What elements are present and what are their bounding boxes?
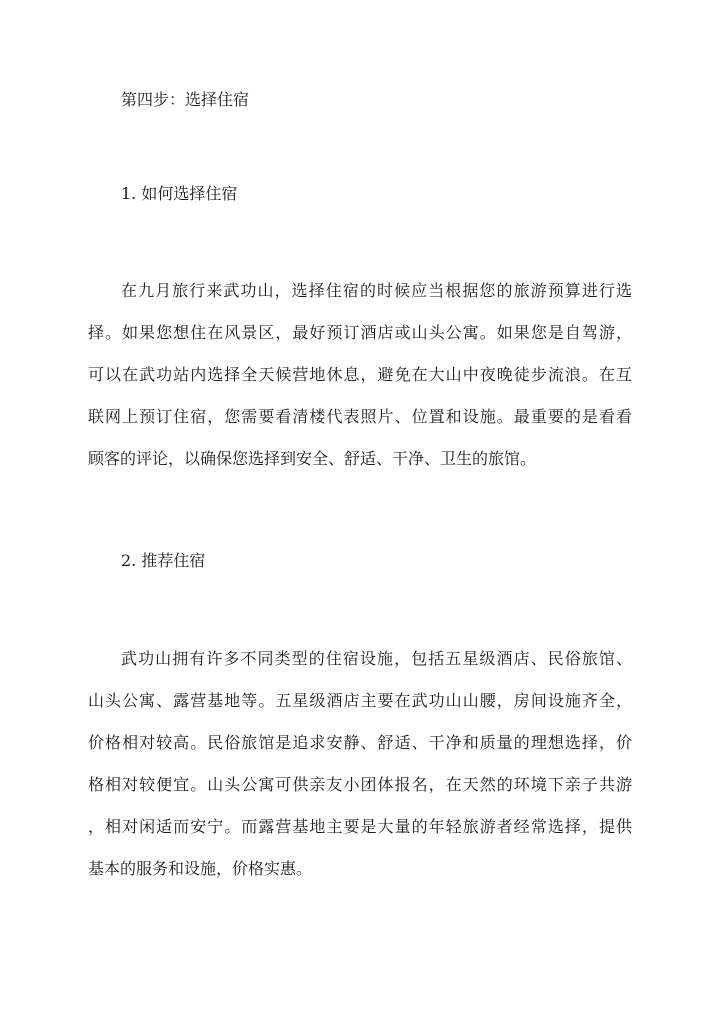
paragraph-line: 基本的服务和设施，价格实惠。 xyxy=(88,859,313,878)
paragraph-line: 格相对较便宜。山头公寓可供亲友小团体报名，在天然的环境下亲子共游 xyxy=(88,775,632,794)
section-1-heading: 1. 如何选择住宿 xyxy=(121,184,238,203)
section-2-heading: 2. 推荐住宿 xyxy=(121,551,206,570)
section-1-paragraph xyxy=(88,270,632,480)
step-heading: 第四步：选择住宿 xyxy=(121,90,250,109)
paragraph-line: 择。如果您想住在风景区，最好预订酒店或山头公寓。如果您是自驾游， xyxy=(88,323,632,342)
paragraph-line: 武功山拥有许多不同类型的住宿设施，包括五星级酒店、民俗旅馆、 xyxy=(121,649,632,668)
section-2-paragraph xyxy=(88,638,632,890)
paragraph-line: ，相对闲适而安宁。而露营基地主要是大量的年轻旅游者经常选择，提供 xyxy=(88,817,632,836)
paragraph-line: 可以在武功站内选择全天候营地休息，避免在大山中夜晚徒步流浪。在互 xyxy=(88,365,632,384)
paragraph-line: 价格相对较高。民俗旅馆是追求安静、舒适、干净和质量的理想选择，价 xyxy=(88,733,632,752)
paragraph-line: 联网上预订住宿，您需要看清楼代表照片、位置和设施。最重要的是看看 xyxy=(88,407,632,426)
paragraph-line: 山头公寓、露营基地等。五星级酒店主要在武功山山腰，房间设施齐全， xyxy=(88,691,632,710)
paragraph-line: 顾客的评论，以确保您选择到安全、舒适、干净、卫生的旅馆。 xyxy=(88,449,537,468)
paragraph-line: 在九月旅行来武功山，选择住宿的时候应当根据您的旅游预算进行选 xyxy=(121,281,632,300)
